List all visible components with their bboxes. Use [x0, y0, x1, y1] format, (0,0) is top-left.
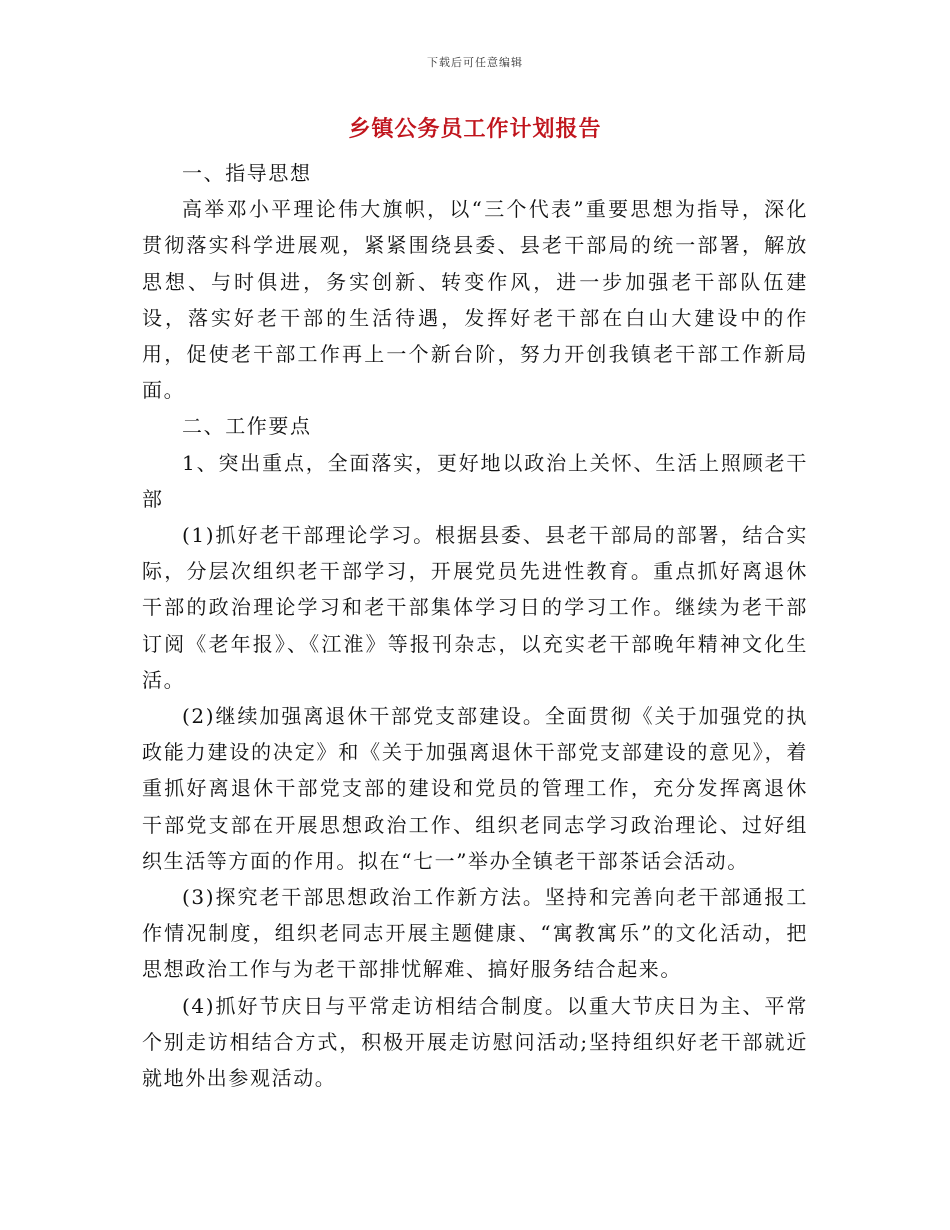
paragraph-item-4: (4)抓好节庆日与平常走访相结合制度。以重大节庆日为主、平常个别走访相结合方式，积极开展走访慰问活动;坚持组织好老干部就近就地外出参观活动。	[142, 993, 808, 1091]
paragraph-item-1: (1)抓好老干部理论学习。根据县委、县老干部局的部署，结合实际，分层次组织老干部学习，开展党员先进性教育。重点抓好离退休干部的政治理论学习和老干部集体学习日的学习工作。继续为老干部订阅《老年报》、《江淮》等报刊杂志，以充实老干部晚年精神文化生活。	[142, 523, 808, 692]
paragraph-guiding-ideology: 高举邓小平理论伟大旗帜，以“三个代表”重要思想为指导，深化贯彻落实科学进展观，紧紧围绕县委、县老干部局的统一部署，解放思想、与时俱进，务实创新、转变作风，进一步加强老干部队伍建设，落实好老干部的生活待遇，发挥好老干部在白山大建设中的作用，促使老干部工作再上一个新台阶，努力开创我镇老干部工作新局面。	[142, 197, 808, 403]
paragraph-item-3: (3)探究老干部思想政治工作新方法。坚持和完善向老干部通报工作情况制度，组织老同志开展主题健康、“寓教寓乐”的文化活动，把思想政治工作与为老干部排忧解难、搞好服务结合起来。	[142, 885, 808, 982]
section-heading-guiding-ideology: 一、指导思想	[182, 161, 312, 185]
document-body	[142, 155, 808, 1096]
header-note: 下载后可任意编辑	[427, 56, 523, 69]
document-title: 乡镇公务员工作计划报告	[348, 116, 602, 142]
paragraph-point-1: 1、突出重点，全面落实，更好地以政治上关怀、生活上照顾老干部	[142, 450, 808, 511]
section-heading-work-points: 二、工作要点	[182, 414, 312, 439]
paragraph-item-2: (2)继续加强离退休干部党支部建设。全面贯彻《关于加强党的执政能力建设的决定》和《关于加强离退休干部党支部建设的意见》，着重抓好离退休干部党支部的建设和党员的管理工作，充分发挥离退休干部党支部在开展思想政治工作、组织老同志学习政治理论、过好组织生活等方面的作用。拟在“七一”举办全镇老干部茶话会活动。	[142, 704, 808, 873]
